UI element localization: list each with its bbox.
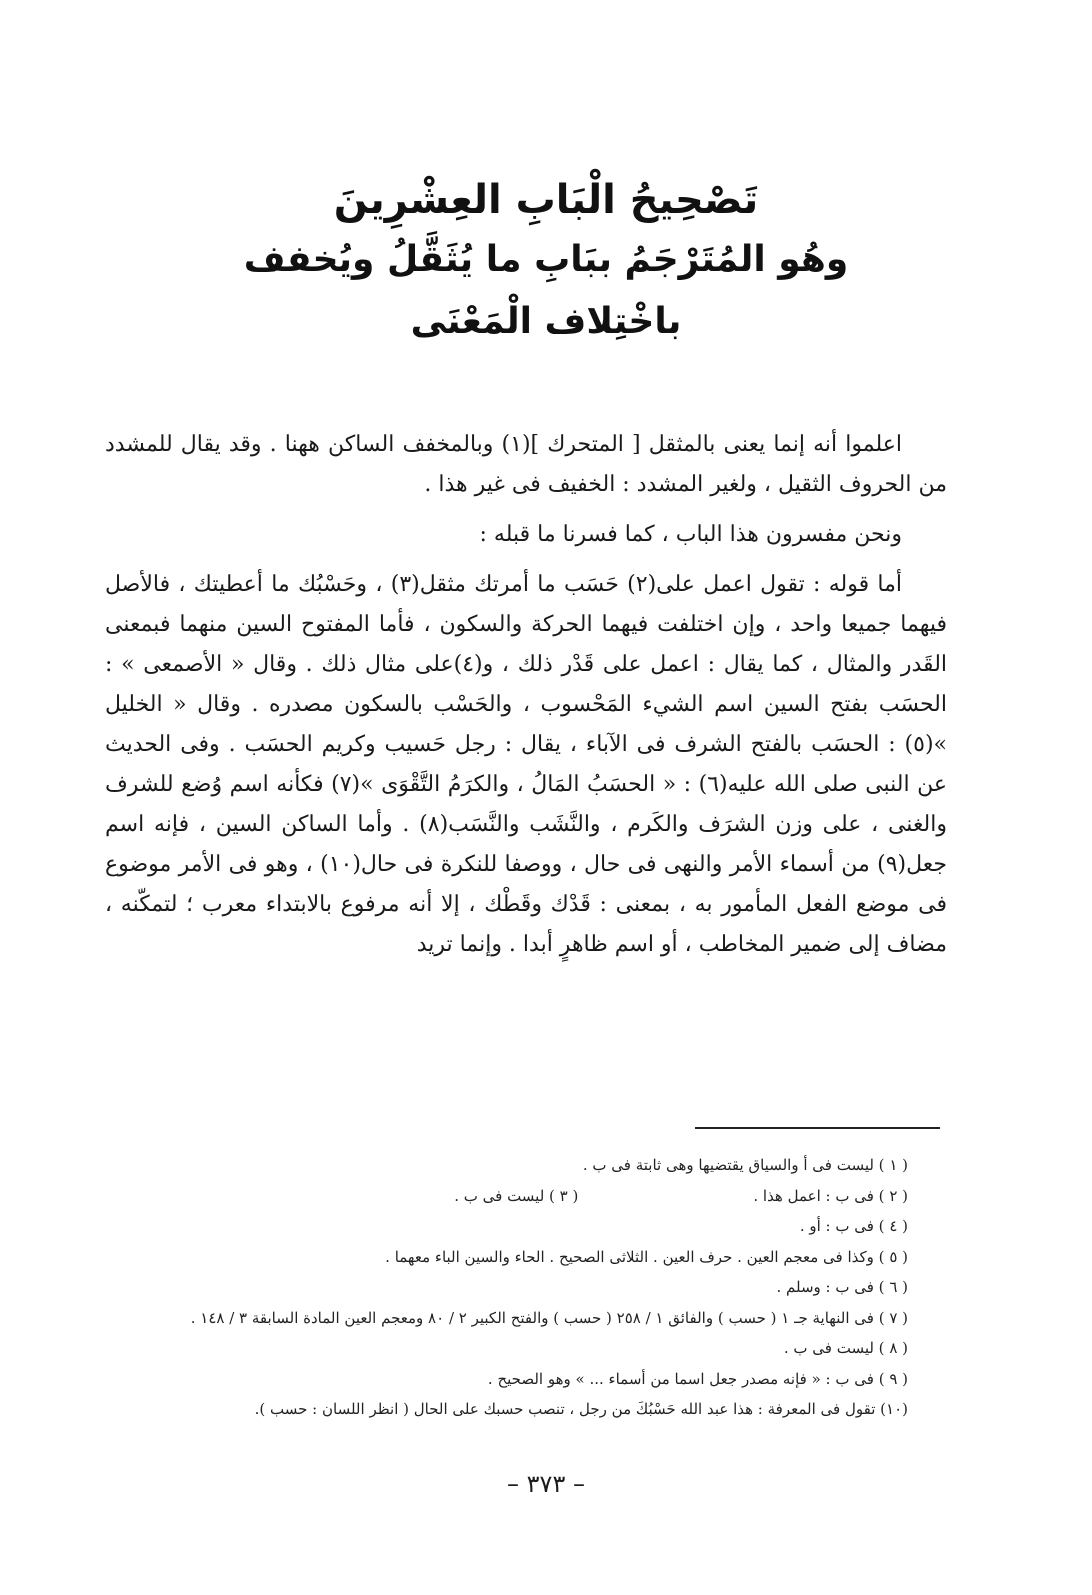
footnote-9: ( ٩ ) فى ب : « فإنه مصدر جعل اسما من أسماء ... » وهو الصحيح . [487,1369,908,1388]
footnote-8: ( ٨ ) ليست فى ب . [783,1339,908,1357]
footnote-2: ( ٢ ) فى ب : اعمل هذا . [753,1186,908,1205]
footnotes [100,1150,908,1425]
footnote-10: (١٠) تقول فى المعرفة : هذا عبد الله حَسْبُكَ من رجل ، تنصب حسبك على الحال ( انظر اللسان : حسب ). [254,1400,908,1418]
chapter-title: تَصْحِيحُ الْبَابِ العِشْرِينَ [333,177,759,223]
chapter-heading [0,177,1092,366]
chapter-subtitle: وهُو المُتَرْجَمُ ببَابِ ما يُثَقَّلُ ويُخفف [243,239,849,280]
chapter-subtitle-continued: باخْتِلاف الْمَعْنَى [410,301,682,342]
footnote-3: ( ٣ ) ليست فى ب . [454,1186,579,1205]
footnote-divider [695,1127,940,1129]
main-text [105,425,947,965]
page-number: – ٣٧٣ – [507,1470,585,1498]
footnote-7: ( ٧ ) فى النهاية جـ ١ ( حسب ) والفائق ١ / ٢٥٨ ( حسب ) والفتح الكبير ٢ / ٨٠ ومعجم العين المادة السابقة ٣ / ١٤٨ . [190,1308,908,1327]
paragraph-hasab: أما قوله : تقول اعمل على(٢) حَسَب ما أمرتك مثقل(٣) ، وحَسْبُك ما أعطيتك ، فالأصل فيهما جميعا واحد ، وإن اختلفت فيهما الحركة والسكون ، فأما المفتوح السين منهما فبمعنى القَدر والمثال ، كما يقال : اعمل على قَدْر ذلك ، و(٤)على مثال ذلك . وقال « الأصمعى » : الحسَب بفتح السين اسم الشيء المَحْسوب ، والحَسْب بالسكون مصدره . وقال « الخليل »(٥) : الحسَب بالفتح الشرف فى الآباء ، يقال : رجل حَسيب وكريم الحسَب . وفى الحديث عن النبى صلى الله عليه(٦) : « الحسَبُ المَالُ ، والكرَمُ التَّقْوَى »(٧) فكأنه اسم وُضع للشرف والغنى ، على وزن الشرَف والكَرم ، والنَّشَب والنَّسَب(٨) . وأما الساكن السين ، فإنه اسم جعل(٩) من أسماء الأمر والنهى فى حال ، ووصفا للنكرة فى حال(١٠) ، وهو فى الأمر موضوع فى موضع الفعل المأمور به ، بمعنى : قَدْك وقَطْك ، إلا أنه مرفوع بالابتداء معرب ؛ لتمكّنه ، مضاف إلى ضمير المخاطب ، أو اسم ظاهرٍ أبدا . وإنما تريد [105,572,948,957]
footnote-row-2-3 [100,1181,908,1212]
footnote-6: ( ٦ ) فى ب : وسلم . [776,1278,908,1296]
paragraph-transition: ونحن مفسرون هذا الباب ، كما فسرنا ما قبله : [479,522,902,547]
footnote-1: ( ١ ) ليست فى أ والسياق يقتضيها وهى ثابتة فى ب . [582,1156,908,1174]
footnote-5: ( ٥ ) وكذا فى معجم العين . حرف العين . الثلاثى الصحيح . الحاء والسين الباء معهما . [385,1247,908,1266]
paragraph-intro: اعلموا أنه إنما يعنى بالمثقل [ المتحرك ](١) وبالمخفف الساكن ههنا . وقد يقال للمشدد من الحروف الثقيل ، ولغير المشدد : الخفيف فى غير هذا . [105,432,947,497]
footnote-4: ( ٤ ) فى ب : أو . [799,1217,908,1235]
